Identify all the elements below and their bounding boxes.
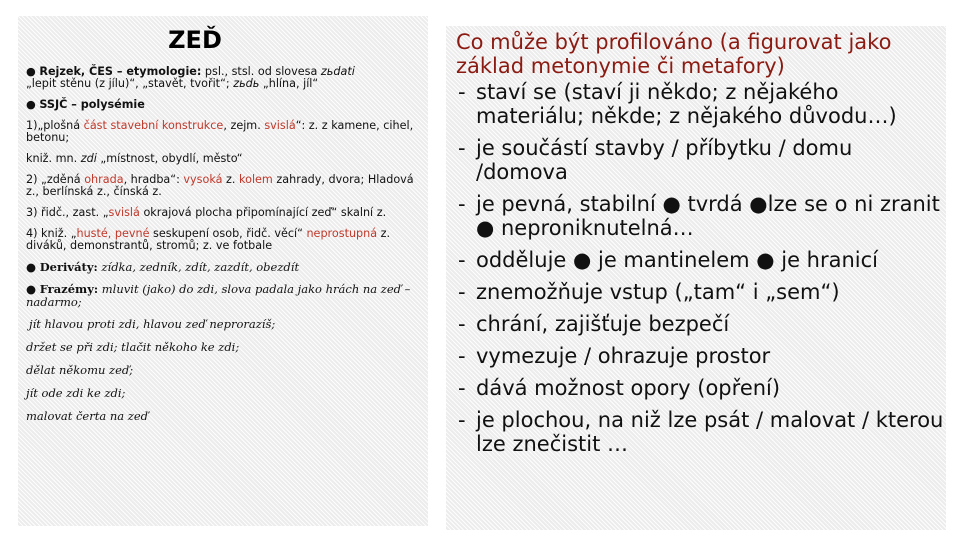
def2-highlight-1: ohrada [84,173,124,186]
def1-highlight-2: svislá [264,119,296,132]
ssjc-label: SSJČ – polysémie [39,98,145,111]
list-item [456,408,946,456]
phrase-item: držet se při zdi; tlačit někoho ke zdi; [26,340,240,354]
bullet-icon: ● [26,260,37,274]
list-item [456,280,946,304]
definition-kniz [26,153,424,165]
def2-prefix: 2) „zděná [26,173,85,186]
phrase-item: jít hlavou proti zdi, hlavou zeď neprorazíš; [29,317,276,331]
definition-4 [26,228,424,252]
def2-highlight-2: vysoká [183,173,223,186]
list-item-text: staví se (staví ji někdo; z nějakého materiálu; někde; z nějakého důvodu…) [476,80,897,128]
profiling-list [456,30,946,464]
dictionary-entry [26,66,424,423]
phrase-item: dělat někomu zeď; [26,363,134,377]
dash-marker: - [458,280,466,304]
kniz-prefix: kniž. mn. [26,152,81,165]
def1-highlight-1: část stavební konstrukce [83,119,224,132]
list-item-text: odděluje ● je mantinelem ● je hranicí [476,248,879,272]
kniz-suffix: „místnost, obydlí, město“ [96,152,243,165]
etymology-text: psl., stsl. od slovesa [201,65,321,78]
list-item [456,344,946,368]
definition-3 [26,207,424,219]
etymology-paragraph [26,66,424,90]
dash-marker: - [458,376,466,400]
definition-1 [26,120,424,144]
dash-marker: - [458,80,466,104]
etymology-label: Rejzek, ČES – etymologie: [39,65,202,78]
dash-marker: - [458,248,466,272]
list-item [456,136,946,184]
def2-mid2: z. [222,173,240,186]
list-item-text: znemožňuje vstup („tam“ i „sem“) [476,280,840,304]
list-item-text: chrání, zajišťuje bezpečí [476,312,730,336]
dash-marker: - [458,136,466,160]
list-item [456,312,946,336]
slide-title: ZEĎ [168,26,222,54]
dash-marker: - [458,312,466,336]
def2-mid1: , hradba“: [123,173,184,186]
def4-highlight-1: husté, pevné [76,227,150,240]
def3-highlight: svislá [108,206,140,219]
definition-2 [26,174,424,198]
list-item-text: je součástí stavby / příbytku / domu /domova [476,136,853,184]
dash-marker: - [458,408,466,432]
list-item [456,248,946,272]
def4-suffix: z. diváků, demonstrantů, stromů; z. ve fotbale [26,227,391,252]
def4-highlight-2: neprostupná [306,227,378,240]
etymology-meaning: „lepit stěnu (z jílu)“, „stavět, tvořit“; [26,77,234,90]
etymology-meaning2: „hlína, jíl“ [259,77,319,90]
list-item-text: dává možnost opory (opření) [476,376,781,400]
frazemy-label: Frazémy: [39,282,99,296]
def1-prefix: 1)„plošná [26,119,84,132]
profiling-heading: Co může být profilováno (a figurovat jako základ metonymie či metafory) [456,30,892,78]
bullet-icon: ● [26,65,36,78]
dash-marker: - [458,344,466,368]
list-item [456,192,946,240]
derivaty-line [26,261,424,274]
def4-prefix: 4) kniž. „ [26,227,77,240]
def3-suffix: okrajová plocha připomínající zeď“ skalní z. [139,206,387,219]
bullet-icon: ● [26,282,37,296]
list-item-text: je plochou, na niž lze psát / malovat / kterou lze znečistit … [476,408,944,456]
etymology-word: zьdati [320,65,355,78]
list-item-text: je pevná, stabilní ● tvrdá ●lze se o ni zranit ● neproniknutelná… [476,192,940,240]
phrase-item: malovat čerta na zeď [26,409,149,423]
def2-highlight-3: kolem [239,173,273,186]
etymology-word2: zьdь [233,77,260,90]
phrase-item: jít ode zdi ke zdi; [26,386,126,400]
frazemy-text: mluvit (jako) do zdi, slova padala jako hrách na zeď – nadarmo; [26,282,411,309]
def1-mid: , zejm. [223,119,265,132]
bullet-icon: ● [26,98,36,111]
list-item [456,80,946,128]
derivaty-label: Deriváty: [39,260,98,274]
frazemy-line [26,283,424,309]
def1-suffix: “: z. z kamene, cihel, betonu; [26,119,414,144]
list-item-text: vymezuje / ohrazuje prostor [476,344,771,368]
ssjc-heading [26,99,424,111]
def4-mid: seskupení osob, řidč. věcí“ [149,227,307,240]
list-item [456,376,946,400]
def3-prefix: 3) řidč., zast. „ [26,206,109,219]
def2-suffix: zahrady, dvora; Hladová z., berlínská z., čínská z. [26,173,414,198]
dash-marker: - [458,192,466,216]
derivaty-text: zídka, zedník, zdít, zazdít, obezdít [97,260,300,274]
kniz-italic: zdi [80,152,97,165]
